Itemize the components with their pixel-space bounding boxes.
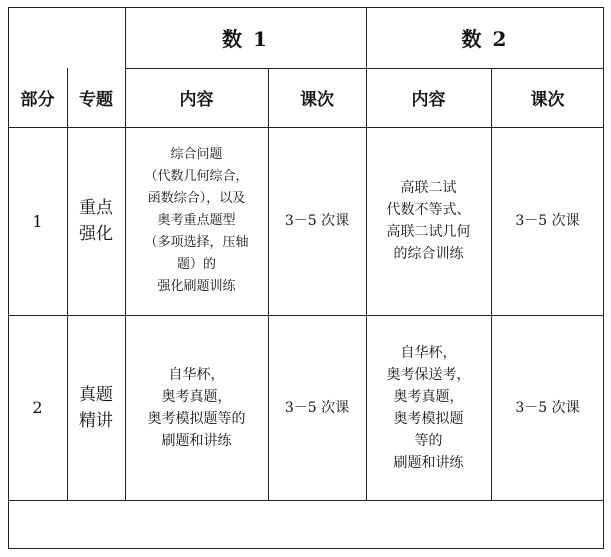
- row-2-sessions-1: 3－5 次课: [284, 399, 350, 416]
- column-header-topic: 专题: [79, 90, 113, 110]
- row-1-part: 1: [32, 211, 43, 231]
- row-2-content-1: 自华杯， 奥考真题， 奥考模拟题等的 刷题和讲练: [147, 366, 246, 449]
- column-header-content-2: 内容: [411, 90, 446, 110]
- row-1-sessions-2: 3－5 次课: [515, 213, 580, 229]
- column-header-sessions-1: 课次: [300, 90, 334, 110]
- row-1-content-1: 综合问题 （代数几何综合， 函数综合），以及 奥考重点题型 （多项选择，压轴 题）的 强化刷题训练: [144, 147, 249, 294]
- column-header-sessions-2: 课次: [530, 90, 565, 110]
- column-header-part: 部分: [20, 90, 55, 110]
- row-2-part: 2: [32, 398, 43, 417]
- empty-footer-row: [8, 500, 604, 548]
- row-2-content-2: 自华杯， 奥考保送考， 奥考真题， 奥考模拟题 等的 刷题和讲练: [386, 344, 471, 471]
- group-header-1: 数 1: [222, 27, 269, 51]
- row-1-topic: 重点 强化: [79, 198, 113, 244]
- table-border-bottom: [8, 548, 604, 549]
- row-2-sessions-2: 3－5 次课: [515, 399, 580, 416]
- column-header-content-1: 内容: [179, 90, 214, 110]
- row-1-sessions-1: 3－5 次课: [284, 213, 350, 229]
- row-2-topic: 真题 精讲: [79, 384, 113, 431]
- row-1-content-2: 高联二试 代数不等式、 高联二试几何 的综合训练: [386, 180, 471, 262]
- group-header-2: 数 2: [461, 27, 509, 51]
